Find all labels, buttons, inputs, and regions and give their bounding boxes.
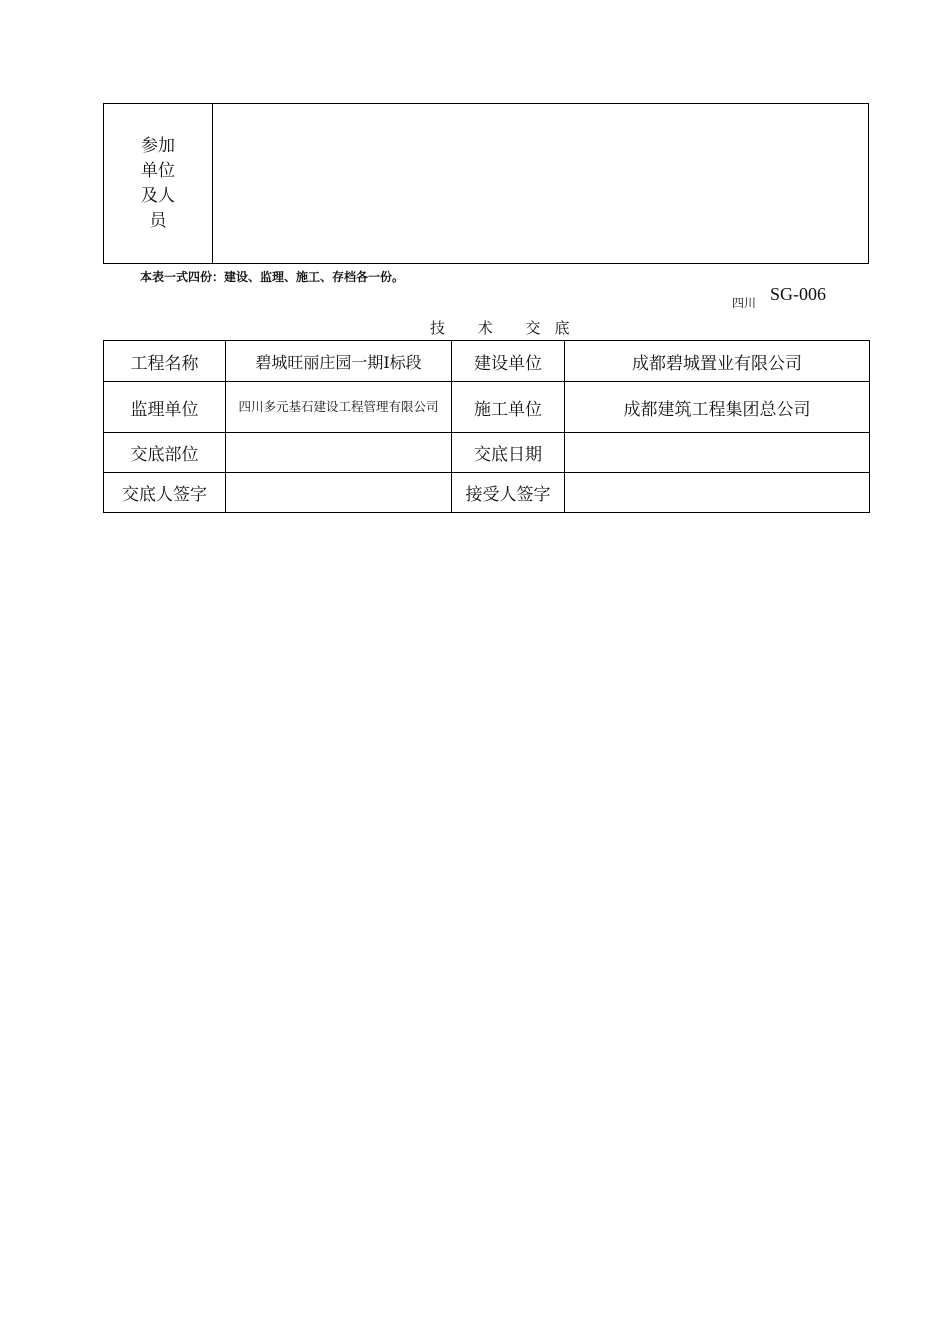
receiver-sign-label: 接受人签字: [452, 473, 565, 513]
participants-table: [103, 103, 869, 264]
date-value: [565, 433, 870, 473]
form-code-prefix: 四川: [732, 296, 757, 310]
document-title: [430, 317, 570, 338]
technical-briefing-table: [103, 340, 870, 513]
date-label: 交底日期: [452, 433, 565, 473]
table-row: [104, 473, 870, 513]
form-code: SG-006: [770, 284, 827, 304]
constructor-label: 施工单位: [452, 382, 565, 433]
project-name-label: 工程名称: [104, 341, 226, 382]
builder-value: 成都碧城置业有限公司: [565, 341, 870, 382]
project-name-value: 碧城旺丽庄园一期Ⅰ标段: [226, 341, 452, 382]
document-title-main: 技 术 交: [430, 319, 555, 337]
receiver-sign-value: [565, 473, 870, 513]
part-value: [226, 433, 452, 473]
copies-note: 本表一式四份：建设、监理、施工、存档各一份。: [140, 270, 405, 284]
giver-sign-value: [226, 473, 452, 513]
participants-content: [213, 104, 868, 263]
participants-label: 参加单位及人员: [141, 135, 175, 231]
supervisor-value: 四川多元基石建设工程管理有限公司: [226, 382, 452, 433]
table-row: [104, 341, 870, 382]
giver-sign-label: 交底人签字: [104, 473, 226, 513]
table-row: [104, 382, 870, 433]
participants-label-cell: [104, 104, 213, 263]
document-title-last: 底: [554, 319, 570, 337]
part-label: 交底部位: [104, 433, 226, 473]
builder-label: 建设单位: [452, 341, 565, 382]
table-row: [104, 433, 870, 473]
constructor-value: 成都建筑工程集团总公司: [565, 382, 870, 433]
supervisor-label: 监理单位: [104, 382, 226, 433]
